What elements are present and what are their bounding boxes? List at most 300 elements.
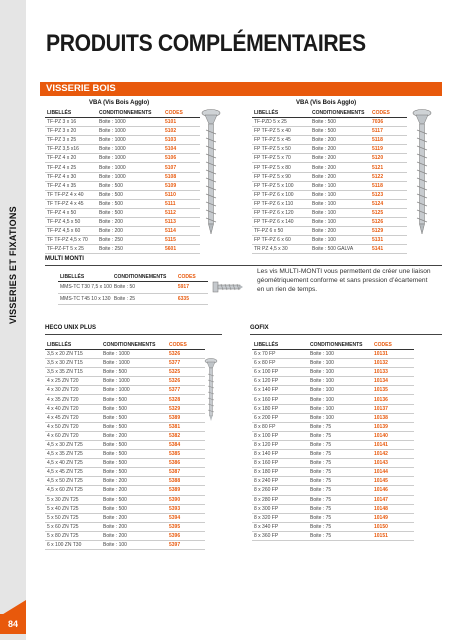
table-row <box>252 181 407 190</box>
screw-icon <box>204 358 218 422</box>
cell-code: 10133 <box>372 368 414 377</box>
cell-libelle: TF-PZ 6 x 50 <box>252 227 310 236</box>
table-row <box>252 477 414 486</box>
cell-code: 5108 <box>163 172 200 181</box>
cell-libelle: FP TF-PZ 6 x 60 <box>252 236 310 245</box>
cell-code: 5122 <box>370 172 407 181</box>
table-row <box>58 293 208 305</box>
cell-code: 5395 <box>167 522 205 531</box>
cell-conditionnement: Boite : 1000 <box>97 136 163 145</box>
cell-code: 5129 <box>370 227 407 236</box>
page-title: PRODUITS COMPLÉMENTAIRES <box>46 30 366 57</box>
page-number: 84 <box>0 614 26 634</box>
cell-libelle: 5 x 40 ZN T25 <box>45 504 101 513</box>
gofix-table <box>252 340 414 541</box>
vba-right-title: VBA (Vis Bois Agglo) <box>296 100 357 106</box>
cell-libelle: 8 x 80 FP <box>252 422 308 431</box>
cell-conditionnement: Boite : 500 <box>310 118 370 127</box>
cell-code: 10142 <box>372 450 414 459</box>
table-row <box>252 127 407 136</box>
cell-libelle: 3,5 x 35 ZN T15 <box>45 368 101 377</box>
cell-conditionnement: Boite : 500 <box>101 468 167 477</box>
header-libelles: LIBELLÉS <box>45 340 101 350</box>
cell-libelle: TF-PZ 3 x 25 <box>45 136 97 145</box>
cell-code: 10151 <box>372 531 414 540</box>
cell-conditionnement: Boite : 500 <box>97 208 163 217</box>
header-conditionnements: CONDITIONNEMENTS <box>101 340 167 350</box>
cell-conditionnement: Boite : 500 <box>101 459 167 468</box>
cell-conditionnement: Boite : 500 <box>97 181 163 190</box>
cell-conditionnement: Boite : 500 <box>101 368 167 377</box>
table-row <box>45 181 200 190</box>
cell-libelle: 3,5 x 20 ZN T15 <box>45 350 101 359</box>
cell-code: 5387 <box>167 468 205 477</box>
table-row <box>45 377 205 386</box>
cell-conditionnement: Boite : 75 <box>308 531 372 540</box>
cell-libelle: 4,5 x 60 ZN T25 <box>45 486 101 495</box>
table-row <box>45 236 200 245</box>
cell-libelle: 6 x 140 FP <box>252 386 308 395</box>
cell-code: 5917 <box>176 282 208 294</box>
table-row <box>45 386 205 395</box>
table-row <box>252 504 414 513</box>
cell-libelle: 6 x 70 FP <box>252 350 308 359</box>
cell-conditionnement: Boite : 75 <box>308 495 372 504</box>
cell-conditionnement: Boite : 75 <box>308 477 372 486</box>
cell-libelle: 8 x 100 FP <box>252 431 308 440</box>
header-conditionnements: CONDITIONNEMENTS <box>112 272 176 282</box>
cell-libelle: 4 x 60 ZN T20 <box>45 431 101 440</box>
cell-conditionnement: Boite : 200 <box>101 531 167 540</box>
cell-libelle: MMS-TC T30 7,5 x 100 <box>58 282 112 294</box>
cell-libelle: 4,5 x 50 ZN T25 <box>45 477 101 486</box>
cell-conditionnement: Boite : 75 <box>308 522 372 531</box>
cell-code: 5131 <box>370 236 407 245</box>
cell-conditionnement: Boite : 1000 <box>97 172 163 181</box>
cell-conditionnement: Boite : 500 <box>101 450 167 459</box>
cell-code: 5114 <box>163 227 200 236</box>
table-row <box>252 163 407 172</box>
cell-libelle: TF-PZ 4 x 20 <box>45 154 97 163</box>
cell-code: 5393 <box>167 504 205 513</box>
table-row <box>252 208 407 217</box>
cell-code: 5104 <box>163 145 200 154</box>
table-row <box>45 154 200 163</box>
cell-code: 10146 <box>372 486 414 495</box>
header-libelles: LIBELLÉS <box>252 108 310 118</box>
table-row <box>45 163 200 172</box>
cell-conditionnement: Boite : 100 <box>308 359 372 368</box>
cell-code: 5103 <box>163 136 200 145</box>
cell-code: 5329 <box>167 404 205 413</box>
cell-code: 5326 <box>167 377 205 386</box>
cell-code: 5120 <box>370 154 407 163</box>
cell-conditionnement: Boite : 75 <box>308 513 372 522</box>
cell-libelle: 8 x 140 FP <box>252 450 308 459</box>
cell-code: 10134 <box>372 377 414 386</box>
cell-conditionnement: Boite : 100 <box>310 181 370 190</box>
cell-libelle: TF-PZ 3,5 x16 <box>45 145 97 154</box>
table-row <box>252 386 414 395</box>
cell-code: 10132 <box>372 359 414 368</box>
cell-libelle: 6 x 100 FP <box>252 368 308 377</box>
cell-code: 10131 <box>372 350 414 359</box>
cell-code: 5126 <box>370 218 407 227</box>
cell-code: 10136 <box>372 395 414 404</box>
cell-libelle: 6 x 200 FP <box>252 413 308 422</box>
table-row <box>252 404 414 413</box>
cell-code: 5328 <box>167 395 205 404</box>
table-row <box>252 136 407 145</box>
cell-conditionnement: Boite : 75 <box>308 450 372 459</box>
cell-conditionnement: Boite : 500 <box>310 127 370 136</box>
cell-conditionnement: Boite : 500 <box>101 413 167 422</box>
cell-conditionnement: Boite : 200 <box>310 154 370 163</box>
cell-libelle: FP TF-PZ 5 x 80 <box>252 163 310 172</box>
cell-libelle: 6 x 120 FP <box>252 377 308 386</box>
cell-conditionnement: Boite : 100 <box>308 386 372 395</box>
cell-code: 5385 <box>167 450 205 459</box>
cell-conditionnement: Boite : 100 <box>308 413 372 422</box>
cell-conditionnement: Boite : 250 <box>97 245 163 254</box>
cell-libelle: FP TF-PZ 6 x 140 <box>252 218 310 227</box>
cell-libelle: 4 x 40 ZN T20 <box>45 404 101 413</box>
table-row <box>252 468 414 477</box>
cell-libelle: TF-PZ 4 x 25 <box>45 163 97 172</box>
table-row <box>45 208 200 217</box>
cell-libelle: 8 x 120 FP <box>252 440 308 449</box>
cell-libelle: 8 x 360 FP <box>252 531 308 540</box>
table-row <box>252 199 407 208</box>
header-libelles: LIBELLÉS <box>58 272 112 282</box>
screw-icon <box>200 108 222 236</box>
header-conditionnements: CONDITIONNEMENTS <box>97 108 163 118</box>
table-row <box>45 504 205 513</box>
cell-code: 5109 <box>163 181 200 190</box>
cell-code: 10149 <box>372 513 414 522</box>
cell-code: 10139 <box>372 422 414 431</box>
section-divider <box>250 334 442 335</box>
cell-code: 5394 <box>167 513 205 522</box>
cell-code: 5118 <box>370 136 407 145</box>
table-row <box>252 440 414 449</box>
cell-conditionnement: Boite : 100 <box>308 404 372 413</box>
cell-code: 5106 <box>163 154 200 163</box>
table-row <box>252 513 414 522</box>
cell-libelle: 8 x 180 FP <box>252 468 308 477</box>
cell-libelle: 5 x 50 ZN T25 <box>45 513 101 522</box>
table-row <box>252 350 414 359</box>
table-row <box>252 218 407 227</box>
cell-code: 5396 <box>167 531 205 540</box>
cell-conditionnement: Boite : 500 <box>101 395 167 404</box>
cell-libelle: FP TF-PZ 5 x 70 <box>252 154 310 163</box>
cell-code: 5112 <box>163 208 200 217</box>
cell-libelle: FP TF-PZ 6 x 110 <box>252 199 310 208</box>
table-row <box>45 440 205 449</box>
cell-conditionnement: Boite : 75 <box>308 422 372 431</box>
cell-code: 5377 <box>167 359 205 368</box>
cell-conditionnement: Boite : 500 <box>101 495 167 504</box>
cell-libelle: 3,5 x 30 ZN T15 <box>45 359 101 368</box>
cell-libelle: TF-PZ 4 x 30 <box>45 172 97 181</box>
screw-icon <box>411 108 433 236</box>
table-row <box>45 404 205 413</box>
cell-conditionnement: Boite : 75 <box>308 440 372 449</box>
table-row <box>45 486 205 495</box>
table-row <box>45 450 205 459</box>
table-row <box>45 459 205 468</box>
cell-libelle: 8 x 160 FP <box>252 459 308 468</box>
sidebar <box>0 0 26 640</box>
section-divider <box>45 334 222 335</box>
cell-conditionnement: Boite : 250 <box>97 236 163 245</box>
table-row <box>45 395 205 404</box>
cell-conditionnement: Boite : 1000 <box>101 377 167 386</box>
cell-code: 5125 <box>370 208 407 217</box>
table-row <box>45 145 200 154</box>
table-row <box>45 190 200 199</box>
table-row <box>45 522 205 531</box>
table-row <box>45 495 205 504</box>
cell-conditionnement: Boite : 100 <box>310 208 370 217</box>
cell-libelle: 8 x 320 FP <box>252 513 308 522</box>
cell-libelle: TF-PZ 3 x 20 <box>45 127 97 136</box>
cell-conditionnement: Boite : 100 <box>101 540 167 549</box>
cell-code: 10143 <box>372 459 414 468</box>
table-row <box>45 136 200 145</box>
table-row <box>58 282 208 294</box>
table-row <box>45 422 205 431</box>
section-banner: VISSERIE BOIS <box>40 82 442 96</box>
cell-libelle: FP TF-PZ 5 x 45 <box>252 136 310 145</box>
cell-conditionnement: Boite : 200 <box>310 163 370 172</box>
screw-icon <box>212 276 244 298</box>
cell-code: 5118 <box>370 181 407 190</box>
cell-conditionnement: Boite : 100 <box>310 199 370 208</box>
cell-libelle: 6 x 160 FP <box>252 395 308 404</box>
cell-libelle: TF-PZ 4 x 35 <box>45 181 97 190</box>
table-row <box>45 245 200 254</box>
cell-libelle: TF-PZD 5 x 25 <box>252 118 310 127</box>
cell-libelle: 8 x 240 FP <box>252 477 308 486</box>
cell-libelle: FP TF-PZ 6 x 120 <box>252 208 310 217</box>
cell-code: 10140 <box>372 431 414 440</box>
cell-conditionnement: Boite : 75 <box>308 504 372 513</box>
cell-conditionnement: Boite : 200 <box>310 136 370 145</box>
cell-libelle: 5 x 30 ZN T25 <box>45 495 101 504</box>
cell-code: 5326 <box>167 350 205 359</box>
table-row <box>252 145 407 154</box>
vba-right-table <box>252 108 407 254</box>
cell-libelle: TF-PZ-FT 5 x 25 <box>45 245 97 254</box>
cell-libelle: 4 x 50 ZN T20 <box>45 422 101 431</box>
cell-conditionnement: Boite : 1000 <box>97 163 163 172</box>
table-row <box>252 431 414 440</box>
cell-conditionnement: Boite : 75 <box>308 468 372 477</box>
multimonti-description: Les vis MULTI-MONTI vous permettent de créer une liaison géométriquement conforme et sans pression d’écartement en un rien de temps. <box>257 268 431 293</box>
cell-code: 5377 <box>167 386 205 395</box>
cell-conditionnement: Boite : 500 GALVA <box>310 245 370 254</box>
cell-libelle: TF-PZ 4,5 x 60 <box>45 227 97 236</box>
cell-libelle: TR PZ 4,5 x 30 <box>252 245 310 254</box>
cell-code: 10141 <box>372 440 414 449</box>
cell-conditionnement: Boite : 100 <box>308 377 372 386</box>
vba-left-table <box>45 108 200 254</box>
table-row <box>252 359 414 368</box>
cell-libelle: 4 x 45 ZN T20 <box>45 413 101 422</box>
cell-code: 5119 <box>370 145 407 154</box>
cell-code: 5389 <box>167 413 205 422</box>
table-row <box>252 413 414 422</box>
header-libelles: LIBELLÉS <box>45 108 97 118</box>
cell-code: 5384 <box>167 440 205 449</box>
cell-conditionnement: Boite : 1000 <box>101 359 167 368</box>
cell-code: 5390 <box>167 495 205 504</box>
cell-libelle: 4 x 30 ZN T20 <box>45 386 101 395</box>
cell-conditionnement: Boite : 200 <box>101 431 167 440</box>
cell-conditionnement: Boite : 500 <box>101 504 167 513</box>
cell-libelle: 4,5 x 30 ZN T25 <box>45 440 101 449</box>
cell-code: 6335 <box>176 293 208 305</box>
multimonti-title: MULTI MONTI <box>45 256 84 262</box>
cell-code: 10137 <box>372 404 414 413</box>
cell-libelle: TF-PZ 3 x 16 <box>45 118 97 127</box>
table-row <box>252 245 407 254</box>
cell-code: 5386 <box>167 459 205 468</box>
cell-code: 5382 <box>167 431 205 440</box>
cell-conditionnement: Boite : 200 <box>97 227 163 236</box>
cell-code: 5121 <box>370 163 407 172</box>
table-row <box>252 172 407 181</box>
cell-conditionnement: Boite : 200 <box>310 172 370 181</box>
cell-code: 5113 <box>163 218 200 227</box>
cell-conditionnement: Boite : 100 <box>310 236 370 245</box>
cell-conditionnement: Boite : 25 <box>112 293 176 305</box>
cell-libelle: FP TF-PZ 5 x 100 <box>252 181 310 190</box>
cell-code: 5115 <box>163 236 200 245</box>
table-row <box>45 199 200 208</box>
cell-libelle: 4 x 25 ZN T20 <box>45 377 101 386</box>
cell-conditionnement: Boite : 200 <box>101 477 167 486</box>
cell-conditionnement: Boite : 1000 <box>101 386 167 395</box>
cell-code: 5101 <box>163 118 200 127</box>
cell-libelle: 4 x 35 ZN T20 <box>45 395 101 404</box>
cell-conditionnement: Boite : 75 <box>308 486 372 495</box>
cell-conditionnement: Boite : 1000 <box>97 145 163 154</box>
cell-libelle: 5 x 60 ZN T25 <box>45 522 101 531</box>
cell-libelle: 8 x 260 FP <box>252 486 308 495</box>
cell-code: 5381 <box>167 422 205 431</box>
cell-libelle: 6 x 180 FP <box>252 404 308 413</box>
table-row <box>252 531 414 540</box>
cell-code: 10148 <box>372 504 414 513</box>
cell-libelle: TF TF-PZ 4 x 45 <box>45 199 97 208</box>
cell-code: 10150 <box>372 522 414 531</box>
cell-conditionnement: Boite : 200 <box>97 218 163 227</box>
cell-code: 5141 <box>370 245 407 254</box>
table-row <box>45 350 205 359</box>
header-codes: CODES <box>163 108 200 118</box>
table-row <box>45 172 200 181</box>
table-row <box>45 118 200 127</box>
cell-libelle: 8 x 300 FP <box>252 504 308 513</box>
cell-conditionnement: Boite : 1000 <box>97 154 163 163</box>
vba-left-title: VBA (Vis Bois Agglo) <box>89 100 150 106</box>
table-row <box>252 190 407 199</box>
cell-libelle: 5 x 80 ZN T25 <box>45 531 101 540</box>
section-divider <box>45 265 442 266</box>
table-row <box>252 227 407 236</box>
cell-libelle: FP TF-PZ 6 x 100 <box>252 190 310 199</box>
cell-conditionnement: Boite : 1000 <box>97 118 163 127</box>
cell-code: 5117 <box>370 127 407 136</box>
cell-code: 5107 <box>163 163 200 172</box>
cell-libelle: 4,5 x 45 ZN T25 <box>45 468 101 477</box>
header-conditionnements: CONDITIONNEMENTS <box>308 340 372 350</box>
cell-code: 5601 <box>163 245 200 254</box>
cell-code: 10147 <box>372 495 414 504</box>
table-row <box>45 531 205 540</box>
cell-conditionnement: Boite : 200 <box>101 486 167 495</box>
cell-code: 5110 <box>163 190 200 199</box>
cell-code: 7036 <box>370 118 407 127</box>
header-codes: CODES <box>370 108 407 118</box>
cell-conditionnement: Boite : 100 <box>310 218 370 227</box>
cell-code: 5397 <box>167 540 205 549</box>
cell-libelle: TF-PZ 4,5 x 50 <box>45 218 97 227</box>
table-row <box>252 236 407 245</box>
table-row <box>45 431 205 440</box>
cell-conditionnement: Boite : 50 <box>112 282 176 294</box>
cell-code: 5124 <box>370 199 407 208</box>
cell-conditionnement: Boite : 500 <box>101 404 167 413</box>
cell-conditionnement: Boite : 100 <box>308 350 372 359</box>
table-row <box>45 127 200 136</box>
cell-code: 5388 <box>167 477 205 486</box>
cell-conditionnement: Boite : 1000 <box>101 350 167 359</box>
cell-code: 10144 <box>372 468 414 477</box>
gofix-title: GOFIX <box>250 325 269 331</box>
cell-code: 10145 <box>372 477 414 486</box>
cell-conditionnement: Boite : 200 <box>310 227 370 236</box>
cell-libelle: FP TF-PZ 5 x 90 <box>252 172 310 181</box>
multimonti-table <box>58 272 208 305</box>
cell-libelle: 8 x 340 FP <box>252 522 308 531</box>
table-row <box>252 486 414 495</box>
hecounix-title: HECO UNIX PLUS <box>45 325 97 331</box>
table-row <box>252 395 414 404</box>
cell-libelle: 6 x 80 FP <box>252 359 308 368</box>
table-row <box>252 495 414 504</box>
cell-libelle: 6 x 100 ZN T30 <box>45 540 101 549</box>
cell-conditionnement: Boite : 100 <box>308 395 372 404</box>
table-row <box>45 540 205 549</box>
table-row <box>45 468 205 477</box>
cell-libelle: FP TF-PZ 5 x 50 <box>252 145 310 154</box>
cell-conditionnement: Boite : 200 <box>310 145 370 154</box>
cell-conditionnement: Boite : 200 <box>101 522 167 531</box>
cell-conditionnement: Boite : 500 <box>97 190 163 199</box>
table-row <box>45 227 200 236</box>
cell-conditionnement: Boite : 100 <box>310 190 370 199</box>
table-row <box>252 154 407 163</box>
cell-libelle: 4,5 x 35 ZN T25 <box>45 450 101 459</box>
header-codes: CODES <box>176 272 208 282</box>
cell-libelle: TF-PZ 4 x 50 <box>45 208 97 217</box>
cell-conditionnement: Boite : 100 <box>308 368 372 377</box>
header-conditionnements: CONDITIONNEMENTS <box>310 108 370 118</box>
